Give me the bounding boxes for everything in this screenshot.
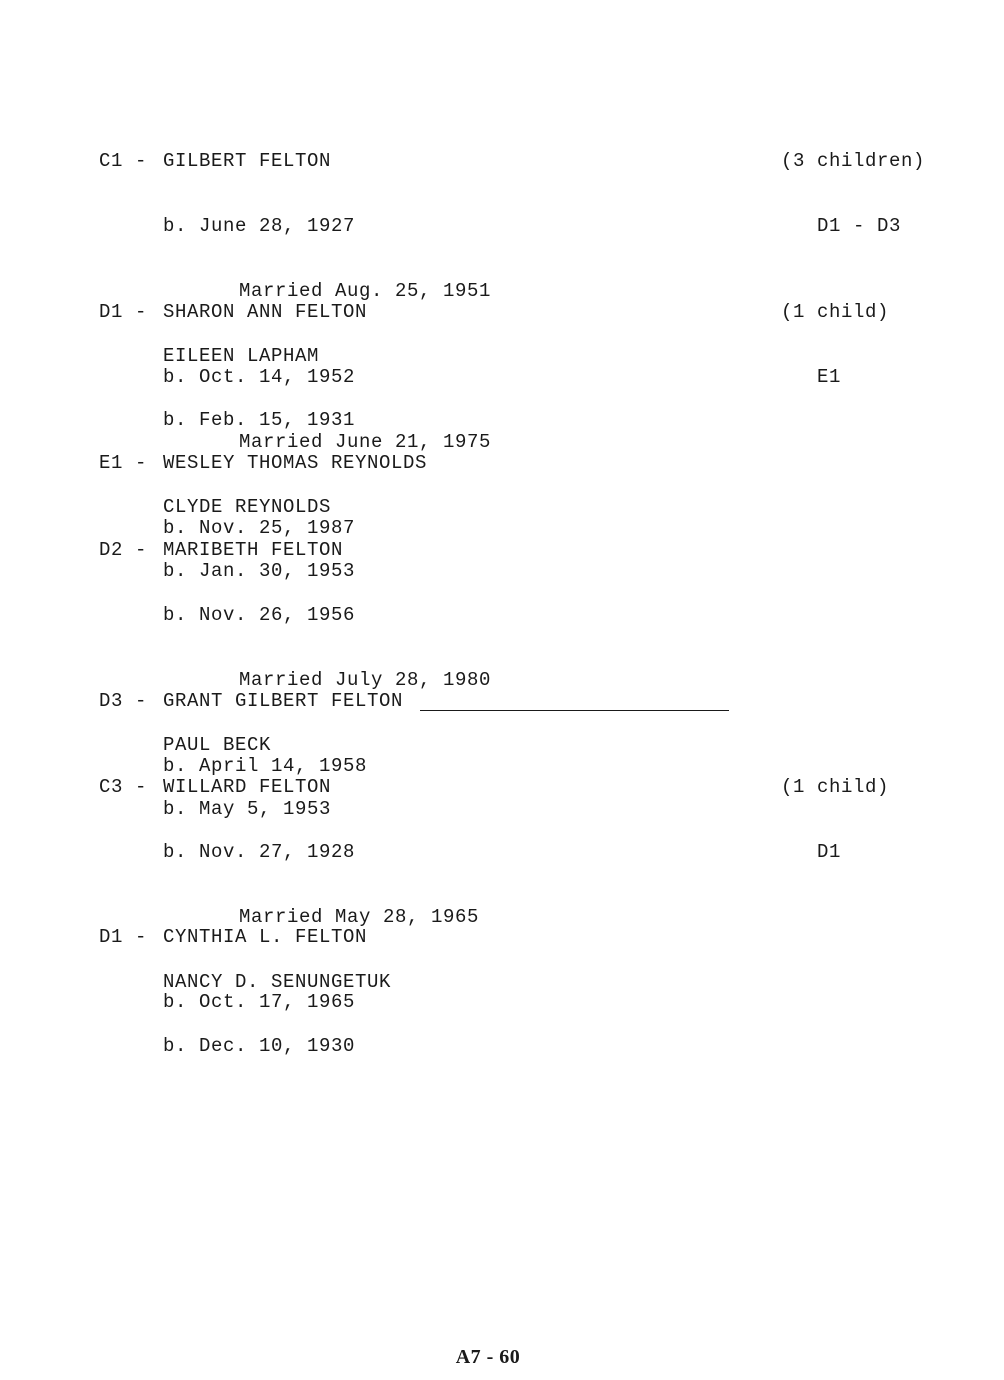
person-name: SHARON ANN FELTON — [163, 301, 368, 324]
birth-date: b. Nov. 25, 1987 — [163, 516, 356, 539]
entry-code: D1 - — [99, 926, 148, 949]
marriage-date: Married May 28, 1965 — [239, 905, 480, 928]
person-name: MARIBETH FELTON — [163, 539, 344, 562]
entry-code: C1 - — [99, 150, 148, 173]
children-note-d1 — [781, 259, 889, 432]
birth-date: b. Nov. 26, 1956 — [163, 603, 356, 626]
entry-code: D2 - — [99, 539, 148, 562]
children-range: E1 — [817, 365, 842, 388]
spouse-birth-date: b. Feb. 15, 1931 — [163, 409, 356, 432]
entry-code: C3 - — [99, 776, 148, 799]
children-note-c1 — [781, 108, 925, 281]
birth-date: b. Oct. 14, 1952 — [163, 365, 356, 388]
entry-code: D3 - — [99, 690, 148, 713]
entry-code: E1 - — [99, 452, 148, 475]
person-name: CYNTHIA L. FELTON — [163, 926, 368, 949]
marriage-date: Married July 28, 1980 — [239, 668, 492, 691]
spouse-birth-date: b. May 5, 1953 — [163, 798, 332, 821]
birth-date: b. Nov. 27, 1928 — [163, 840, 356, 863]
section-divider — [420, 710, 729, 711]
children-range: D1 - D3 — [817, 214, 902, 237]
children-range: D1 — [817, 840, 842, 863]
entry-d1-cynthia — [99, 884, 367, 1057]
page-number: A7 - 60 — [455, 1346, 521, 1368]
spouse-name: NANCY D. SENUNGETUK — [163, 970, 392, 993]
marriage-date: Married June 21, 1975 — [239, 430, 492, 453]
entry-code: D1 - — [99, 301, 148, 324]
birth-date: b. Oct. 17, 1965 — [163, 990, 356, 1013]
person-name: WILLARD FELTON — [163, 776, 332, 799]
birth-date: b. June 28, 1927 — [163, 214, 356, 237]
person-name: GRANT GILBERT FELTON — [163, 690, 404, 713]
person-name: GILBERT FELTON — [163, 150, 332, 173]
marriage-date: Married Aug. 25, 1951 — [239, 279, 492, 302]
spouse-name: EILEEN LAPHAM — [163, 344, 320, 367]
children-count: (3 children) — [781, 150, 926, 173]
children-count: (1 child) — [781, 301, 890, 324]
spouse-birth-date: b. Dec. 10, 1930 — [163, 1035, 356, 1058]
children-count: (1 child) — [781, 776, 890, 799]
spouse-name: PAUL BECK — [163, 733, 272, 756]
birth-date: b. April 14, 1958 — [163, 754, 368, 777]
children-note-c3 — [781, 734, 889, 907]
spouse-birth-date: b. Jan. 30, 1953 — [163, 560, 356, 583]
spouse-name: CLYDE REYNOLDS — [163, 495, 332, 518]
person-name: WESLEY THOMAS REYNOLDS — [163, 452, 428, 475]
